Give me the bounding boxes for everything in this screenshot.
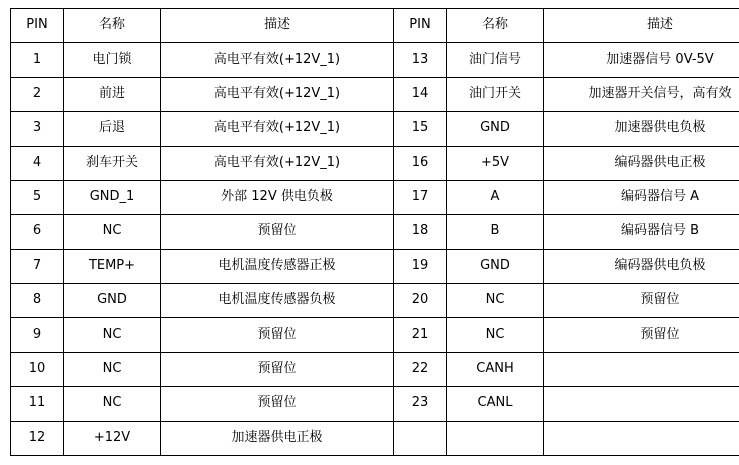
header-desc-left: 描述 <box>161 9 394 43</box>
header-name-right: 名称 <box>447 9 544 43</box>
cell-name-right: NC <box>447 318 544 352</box>
cell-pin-right: 18 <box>394 215 447 249</box>
cell-desc-right: 加速器供电负极 <box>544 112 739 146</box>
cell-pin-left: 10 <box>11 352 64 386</box>
cell-desc-right: 预留位 <box>544 318 739 352</box>
cell-pin-right: 23 <box>394 387 447 421</box>
cell-pin-left: 4 <box>11 146 64 180</box>
cell-name-left: NC <box>64 215 161 249</box>
cell-desc-left: 加速器供电正极 <box>161 421 394 456</box>
cell-pin-left: 3 <box>11 112 64 146</box>
cell-desc-right-empty <box>544 421 739 456</box>
table-header-row <box>11 9 739 43</box>
cell-pin-left: 1 <box>11 43 64 77</box>
cell-pin-left: 2 <box>11 77 64 111</box>
cell-name-left: 刹车开关 <box>64 146 161 180</box>
cell-name-right: B <box>447 215 544 249</box>
cell-desc-left: 预留位 <box>161 215 394 249</box>
cell-desc-right <box>544 352 739 386</box>
table-row <box>11 249 739 283</box>
cell-name-right: A <box>447 180 544 214</box>
cell-name-left: +12V <box>64 421 161 456</box>
cell-desc-left: 电机温度传感器负极 <box>161 284 394 318</box>
cell-name-right-empty <box>447 421 544 456</box>
cell-name-left: NC <box>64 387 161 421</box>
cell-pin-right: 13 <box>394 43 447 77</box>
cell-desc-right: 预留位 <box>544 284 739 318</box>
table-row <box>11 387 739 421</box>
cell-pin-right: 16 <box>394 146 447 180</box>
cell-name-right: GND <box>447 112 544 146</box>
cell-pin-right: 19 <box>394 249 447 283</box>
table-row <box>11 215 739 249</box>
cell-desc-right: 编码器信号 B <box>544 215 739 249</box>
cell-pin-right: 21 <box>394 318 447 352</box>
cell-name-left: NC <box>64 318 161 352</box>
cell-desc-left: 高电平有效(+12V_1) <box>161 43 394 77</box>
cell-desc-left: 高电平有效(+12V_1) <box>161 146 394 180</box>
cell-desc-left: 预留位 <box>161 352 394 386</box>
table-row <box>11 77 739 111</box>
cell-desc-right <box>544 387 739 421</box>
cell-name-right: +5V <box>447 146 544 180</box>
cell-name-left: 前进 <box>64 77 161 111</box>
cell-name-right: NC <box>447 284 544 318</box>
cell-desc-left: 高电平有效(+12V_1) <box>161 77 394 111</box>
cell-pin-right: 15 <box>394 112 447 146</box>
cell-pin-left: 6 <box>11 215 64 249</box>
cell-desc-left: 电机温度传感器正极 <box>161 249 394 283</box>
cell-name-left: 电门锁 <box>64 43 161 77</box>
cell-name-left: NC <box>64 352 161 386</box>
cell-pin-left: 9 <box>11 318 64 352</box>
table-row <box>11 352 739 386</box>
header-name-left: 名称 <box>64 9 161 43</box>
table-row <box>11 284 739 318</box>
cell-name-right: GND <box>447 249 544 283</box>
table-row <box>11 421 739 456</box>
cell-pin-left: 7 <box>11 249 64 283</box>
cell-pin-left: 12 <box>11 421 64 456</box>
cell-pin-right: 20 <box>394 284 447 318</box>
cell-pin-left: 8 <box>11 284 64 318</box>
cell-name-right: CANH <box>447 352 544 386</box>
cell-desc-right: 编码器供电正极 <box>544 146 739 180</box>
cell-name-left: GND <box>64 284 161 318</box>
cell-name-right: CANL <box>447 387 544 421</box>
cell-pin-right: 22 <box>394 352 447 386</box>
cell-name-left: TEMP+ <box>64 249 161 283</box>
cell-desc-right: 编码器供电负极 <box>544 249 739 283</box>
header-desc-right: 描述 <box>544 9 739 43</box>
header-pin-left: PIN <box>11 9 64 43</box>
cell-desc-left: 高电平有效(+12V_1) <box>161 112 394 146</box>
cell-desc-right: 编码器信号 A <box>544 180 739 214</box>
cell-pin-left: 5 <box>11 180 64 214</box>
cell-desc-right: 加速器开关信号，高有效 <box>544 77 739 111</box>
table-row <box>11 318 739 352</box>
cell-name-right: 油门信号 <box>447 43 544 77</box>
cell-name-right: 油门开关 <box>447 77 544 111</box>
cell-pin-right: 17 <box>394 180 447 214</box>
table-row <box>11 112 739 146</box>
table-row <box>11 180 739 214</box>
cell-desc-right: 加速器信号 0V-5V <box>544 43 739 77</box>
cell-pin-left: 11 <box>11 387 64 421</box>
cell-name-left: 后退 <box>64 112 161 146</box>
cell-desc-left: 预留位 <box>161 318 394 352</box>
cell-pin-right: 14 <box>394 77 447 111</box>
cell-desc-left: 外部 12V 供电负极 <box>161 180 394 214</box>
table-row <box>11 146 739 180</box>
pin-assignment-table <box>10 8 739 456</box>
cell-desc-left: 预留位 <box>161 387 394 421</box>
table-row <box>11 43 739 77</box>
header-pin-right: PIN <box>394 9 447 43</box>
cell-pin-right-empty <box>394 421 447 456</box>
cell-name-left: GND_1 <box>64 180 161 214</box>
